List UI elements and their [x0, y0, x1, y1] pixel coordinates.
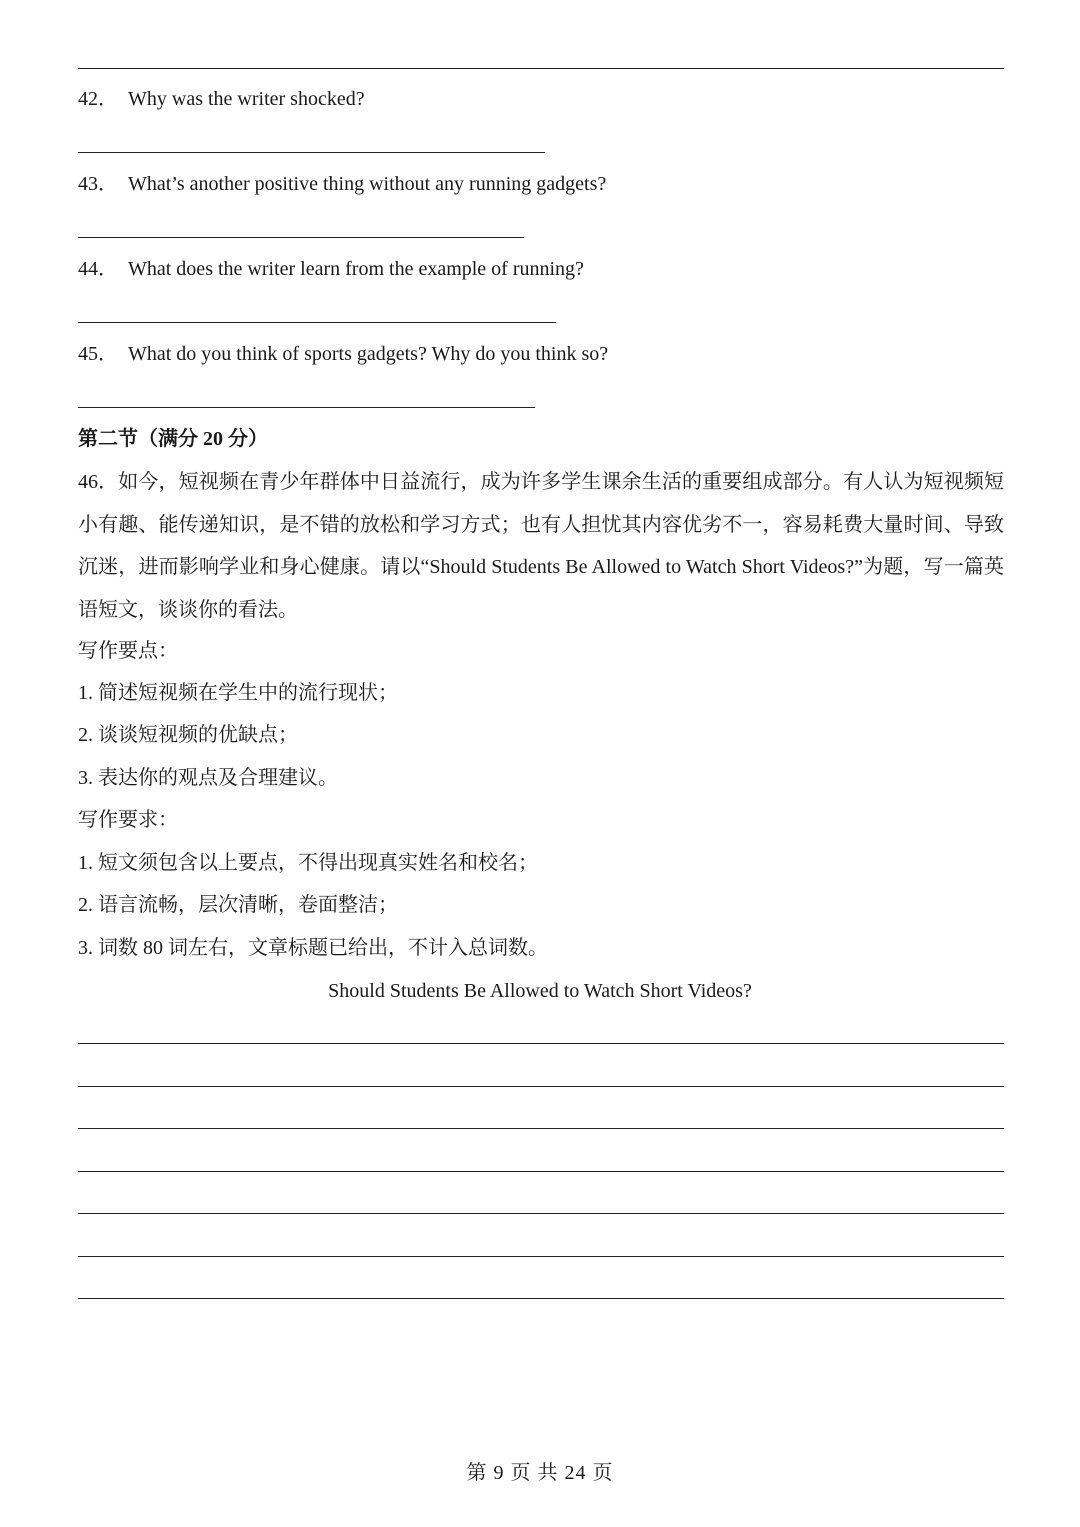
- question-text: What does the writer learn from the example of running?: [128, 258, 584, 280]
- question-number: 44．: [78, 258, 118, 280]
- page-number: 第 9 页 共 24 页: [466, 1462, 614, 1484]
- essay-prompt: 46．如今，短视频在青少年群体中日益流行，成为许多学生课余生活的重要组成部分。有人认为短视频短小有趣、能传递知识，是不错的放松和学习方式；也有人担忧其内容优劣不一，容易耗费大量时间、导致沉迷，进而影响学业和身心健康。请以“Should Students Be Allowed to Watch Short Videos?”为题，写一篇英语短文，谈谈你的看法。: [78, 471, 1004, 621]
- answer-line-44[interactable]: [78, 322, 556, 323]
- section-title: 第二节（满分 20 分）: [78, 428, 268, 450]
- question-45: [78, 342, 608, 366]
- question-number: 43．: [78, 173, 118, 195]
- requirements-heading: 写作要求：: [78, 809, 178, 831]
- requirement-item: 3. 词数 80 词左右，文章标题已给出，不计入总词数。: [78, 937, 548, 959]
- answer-line-42[interactable]: [78, 152, 545, 153]
- question-42: [78, 87, 365, 111]
- point-item: 2. 谈谈短视频的优缺点；: [78, 724, 298, 746]
- essay-title: Should Students Be Allowed to Watch Short Videos?: [328, 980, 752, 1002]
- answer-line-43[interactable]: [78, 237, 524, 238]
- requirement-item: 2. 语言流畅，层次清晰，卷面整洁；: [78, 894, 398, 916]
- question-number: 45．: [78, 343, 118, 365]
- question-43: [78, 172, 606, 196]
- points-heading: 写作要点：: [78, 640, 178, 662]
- writing-line[interactable]: [78, 1171, 1004, 1172]
- top-rule: [78, 68, 1004, 69]
- writing-line[interactable]: [78, 1086, 1004, 1087]
- question-text: What do you think of sports gadgets? Why do you think so?: [128, 343, 609, 365]
- question-44: [78, 257, 584, 281]
- answer-line-45[interactable]: [78, 407, 535, 408]
- writing-line[interactable]: [78, 1213, 1004, 1214]
- question-text: Why was the writer shocked?: [128, 88, 365, 110]
- writing-line[interactable]: [78, 1043, 1004, 1044]
- writing-line[interactable]: [78, 1298, 1004, 1299]
- point-item: 3. 表达你的观点及合理建议。: [78, 767, 338, 789]
- requirement-item: 1. 短文须包含以上要点，不得出现真实姓名和校名；: [78, 852, 538, 874]
- writing-line[interactable]: [78, 1128, 1004, 1129]
- question-text: What’s another positive thing without any running gadgets?: [128, 173, 607, 195]
- point-item: 1. 简述短视频在学生中的流行现状；: [78, 682, 398, 704]
- question-number: 42．: [78, 88, 118, 110]
- writing-line[interactable]: [78, 1256, 1004, 1257]
